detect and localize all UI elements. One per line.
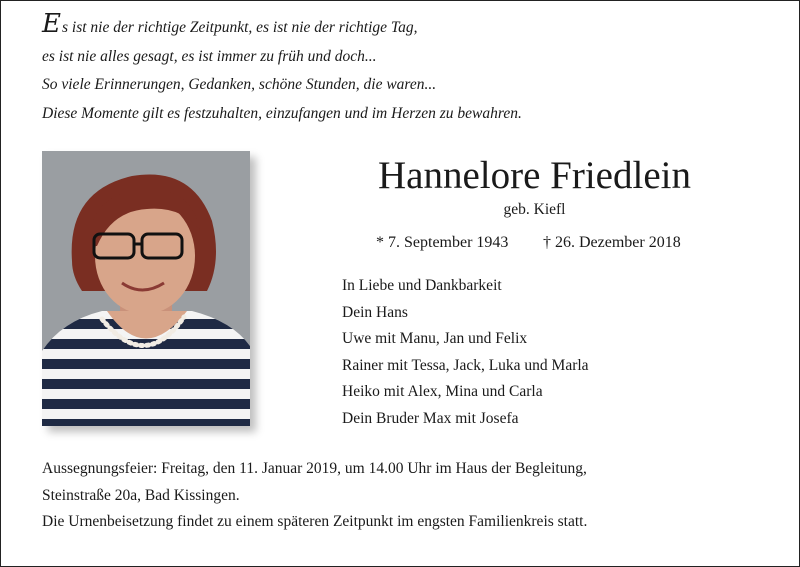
poem-dropcap: E [42, 9, 61, 39]
poem-line: Diese Momente gilt es festzuhalten, einzufangen und im Herzen zu bewahren. [42, 104, 522, 122]
poem-line: So viele Erinnerungen, Gedanken, schöne Stunden, die waren... [42, 76, 437, 93]
service-info [42, 456, 772, 536]
mourner-line: Uwe mit Manu, Jan und Felix [342, 330, 528, 347]
mourner-line: Dein Bruder Max mit Josefa [342, 409, 519, 427]
poem-first-line: s ist nie der richtige Zeitpunkt, es ist nie der richtige Tag, [61, 19, 418, 36]
mourner-line: Dein Hans [342, 303, 408, 321]
mourners-list [342, 273, 589, 432]
mourner-line: Rainer mit Tessa, Jack, Luka und Marla [342, 356, 589, 374]
birth-date: * 7. September 1943 [376, 234, 509, 251]
service-line: Die Urnenbeisetzung findet zu einem späteren Zeitpunkt im engsten Familienkreis statt. [42, 513, 588, 530]
maiden-name: geb. Kiefl [503, 201, 566, 218]
portrait-photo [42, 151, 250, 426]
mourner-line: In Liebe und Dankbarkeit [342, 277, 502, 294]
poem [42, 9, 762, 128]
death-date: † 26. Dezember 2018 [543, 234, 681, 251]
service-line: Aussegnungsfeier: Freitag, den 11. Januar 2019, um 14.00 Uhr im Haus der Begleitung, [42, 460, 587, 477]
deceased-name: Hannelore Friedlein [378, 154, 691, 197]
poem-line [42, 9, 762, 43]
poem-line: es ist nie alles gesagt, es ist immer zu früh und doch... [42, 47, 377, 65]
mourner-line: Heiko mit Alex, Mina und Carla [342, 383, 543, 400]
service-line: Steinstraße 20a, Bad Kissingen. [42, 486, 240, 504]
